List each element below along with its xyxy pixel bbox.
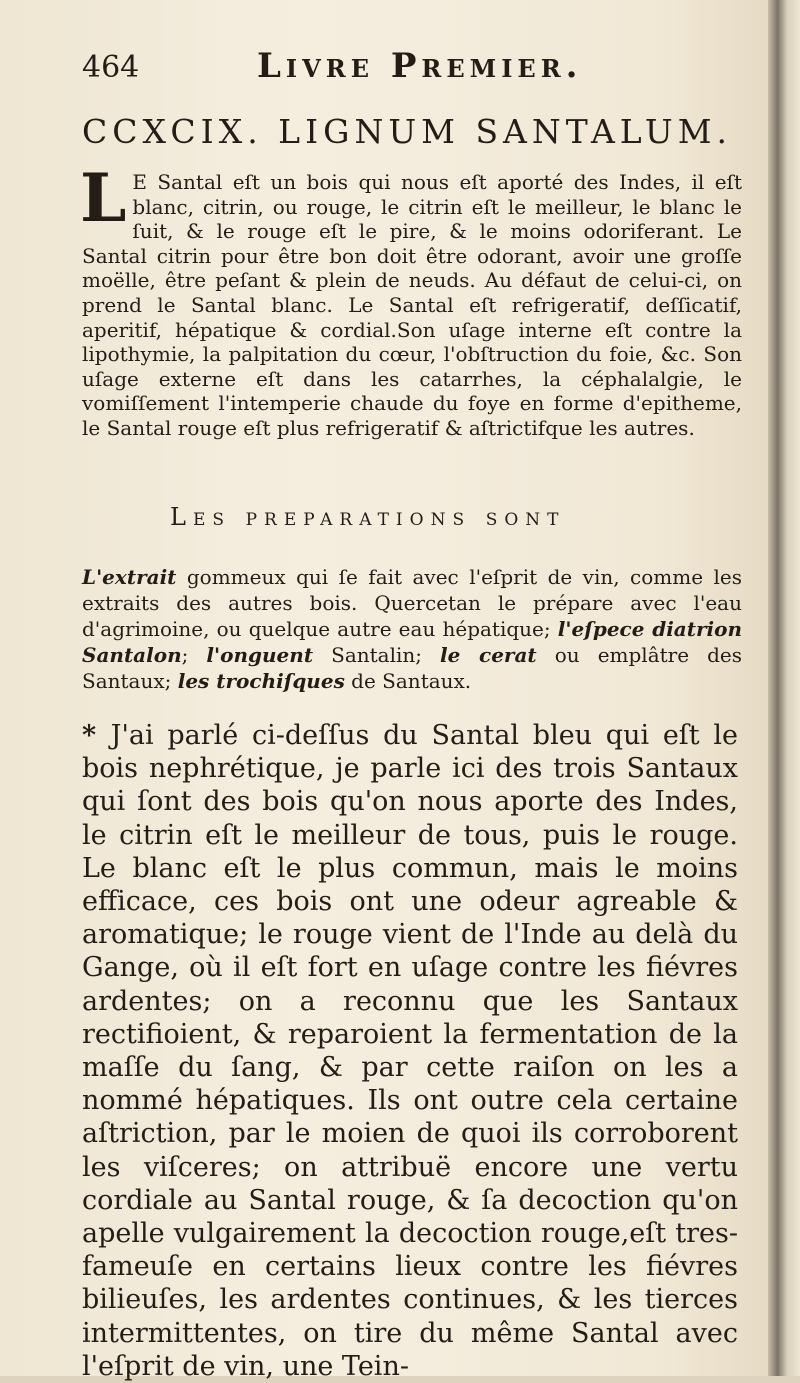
drop-cap: L <box>80 159 127 237</box>
term-extrait: L'extrait <box>82 565 177 589</box>
text-run: de Santaux. <box>344 669 472 693</box>
paragraph-text: E Santal eſt un bois qui nous eſt aporté des Indes, il eſt blanc, citrin, ou rouge, le citrin eſt le meilleur, le blanc le ſuit, & le rouge eſt le pire, & le moins odoriferant. Le Santal citrin pour être bon doit être odorant, avoir une groſſe moëlle, être peſant & plein de neuds. Au défaut de celui-ci, on prend le Santal blanc. Le Santal eſt refrigeratif, deſſicatif, aperitif, hépatique & cordial.Son uſage interne eſt contre la lipothymie, la palpitation du cœur, l'obſtruction du foie, &c. Son uſage externe eſt dans les catarrhes, la céphalalgie, le vomiſſement l'intemperie chaude du foye en forme d'epitheme, le Santal rouge eſt plus refrigeratif & aſtrictifque les autres. <box>82 170 742 440</box>
term-onguent: l'onguent <box>206 643 314 667</box>
term-cerat: le cerat <box>440 643 537 667</box>
page-number: 464 <box>82 50 140 85</box>
preparations-heading: Les preparations sont <box>170 503 566 531</box>
running-header <box>82 46 722 88</box>
term-espece: l'eſpece diatrion Santalon <box>82 617 742 667</box>
asterisk-mark: * <box>82 720 111 751</box>
paragraph-commentary <box>82 719 738 1383</box>
paragraph-description <box>80 159 742 441</box>
text-run: ; <box>181 643 207 667</box>
text-run: ou emplâtre des Santaux; <box>82 643 743 693</box>
running-title: Livre Premier. <box>257 46 583 86</box>
commentary-text: J'ai parlé ci-deſſus du Santal bleu qui eſt le bois nephrétique, je parle ici des trois Santaux qui ſont des bois qu'on nous aporte des Indes, le citrin eſt le meilleur de tous, puis le rouge. Le blanc eſt le plus commun, mais le moins efficace, ces bois ont une odeur agreable & aromatique; le rouge vient de l'Inde au delà du Gange, où il eſt fort en uſage contre les fiévres ardentes; on a reconnu que les Santaux rectifioient, & reparoient la fermentation de la maſſe du ſang, & par cette raiſon on les a nommé hépatiques. Ils ont outre cela certaine aſtriction, par le moien de quoi ils corroborent les viſceres; on attribuë encore une vertu cordiale au Santal rouge, & ſa decoction qu'on apelle vulgairement la decoction rouge,eſt tres-fameuſe en certains lieux contre les fiévres bilieuſes, les ardentes continues, & les tierces intermittentes, on tire du même Santal avec l'eſprit de vin, une Tein- <box>82 720 738 1382</box>
text-run: gommeux qui ſe fait avec l'eſprit de vin, comme les extraits des autres bois. Quercetan le prépare avec l'eau d'agrimoine, ou quelque autre eau hépatique; <box>82 565 742 641</box>
term-trochisques: les trochiſques <box>177 669 345 693</box>
book-gutter <box>768 0 800 1376</box>
paragraph-preparations <box>82 564 742 694</box>
chapter-title: CCXCIX. LIGNUM SANTALUM. <box>82 112 732 151</box>
text-run: Santalin; <box>313 643 441 667</box>
